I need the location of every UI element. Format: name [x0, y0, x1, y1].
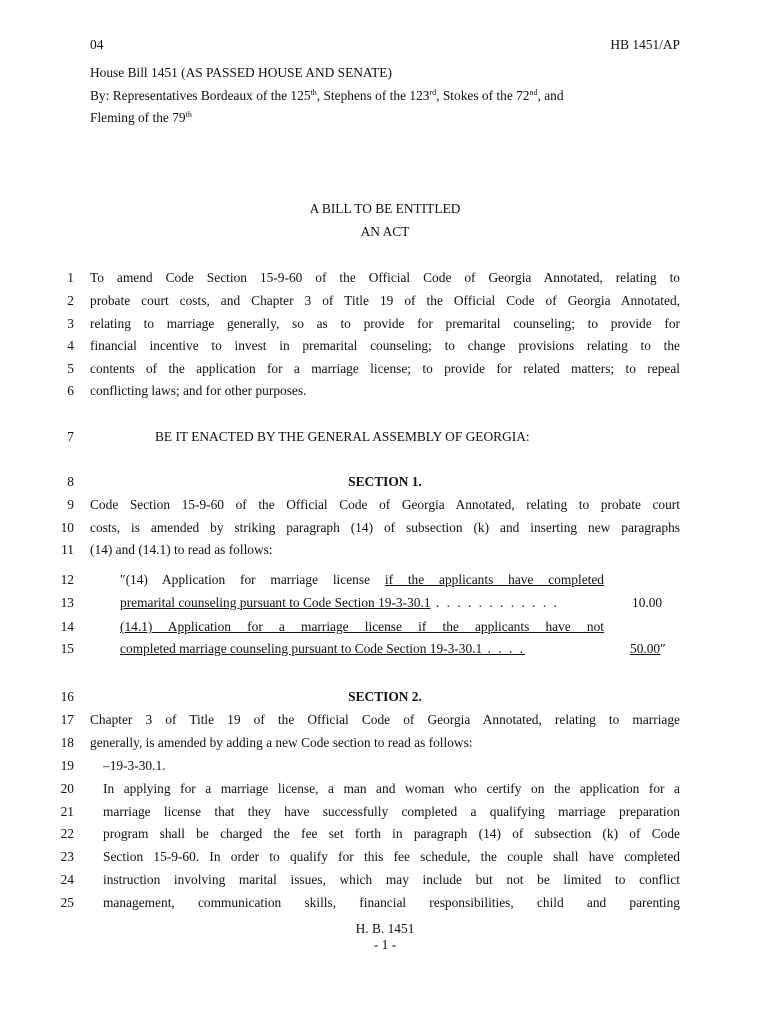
sponsors-line-1: By: Representatives Bordeaux of the 125th, Stephens of the 123rd, Stokes of the 72nd, and [90, 88, 564, 103]
line-number: 10 [60, 520, 74, 535]
body-line: conflicting laws; and for other purposes. [90, 383, 307, 398]
enacting-clause: BE IT ENACTED BY THE GENERAL ASSEMBLY OF GEORGIA: [155, 429, 530, 444]
fee-amount-50: 50.00″ [630, 641, 666, 656]
line-number: 23 [60, 849, 74, 864]
body-line: costs, is amended by striking paragraph (14) of subsection (k) and inserting new paragraphs [90, 520, 680, 535]
sponsors-line-2: Fleming of the 79th [90, 110, 192, 125]
fee-line-14: ″(14) Application for marriage license if the applicants have completed [120, 572, 604, 587]
line-number: 12 [60, 572, 74, 587]
line-number: 18 [60, 735, 74, 750]
line-number: 6 [67, 383, 74, 398]
body-line: probate court costs, and Chapter 3 of Title 19 of the Official Code of Georgia Annotated, [90, 293, 680, 308]
line-number: 3 [67, 316, 74, 331]
section-1-heading: SECTION 1. [348, 474, 422, 489]
line-number: 15 [60, 641, 74, 656]
bill-heading-line-2: AN ACT [360, 224, 410, 239]
line-number: 21 [60, 804, 74, 819]
line-number: 16 [60, 689, 74, 704]
line-number: 19 [60, 758, 74, 773]
body-line: instruction involving marital issues, which may include but not be limited to conflict [103, 872, 680, 887]
line-number: 4 [67, 338, 74, 353]
body-line: financial incentive to invest in premarital counseling; to change provisions relating to the [90, 338, 680, 353]
body-line: Chapter 3 of Title 19 of the Official Code of Georgia Annotated, relating to marriage [90, 712, 680, 727]
fee-line-14-1-cont: completed marriage counseling pursuant to Code Section 19-3-30.1 . . . . [120, 641, 525, 656]
header-left: 04 [90, 37, 104, 52]
line-number: 5 [67, 361, 74, 376]
line-number: 17 [60, 712, 74, 727]
line-number: 1 [67, 270, 74, 285]
bill-heading-line-1: A BILL TO BE ENTITLED [309, 201, 461, 216]
body-line: Section 15-9-60. In order to qualify for this fee schedule, the couple shall have completed [103, 849, 680, 864]
footer-page-number: - 1 - [373, 937, 397, 952]
line-number: 25 [60, 895, 74, 910]
bill-title: House Bill 1451 (AS PASSED HOUSE AND SENATE) [90, 65, 392, 80]
body-line: (14) and (14.1) to read as follows: [90, 542, 273, 557]
line-number: 9 [67, 497, 74, 512]
line-number: 22 [60, 826, 74, 841]
line-number: 2 [67, 293, 74, 308]
line-number: 8 [67, 474, 74, 489]
body-line: program shall be charged the fee set forth in paragraph (14) of subsection (k) of Code [103, 826, 680, 841]
body-line: relating to marriage generally, so as to provide for premarital counseling; to provide for [90, 316, 680, 331]
line-number: 11 [61, 542, 74, 557]
line-number: 13 [60, 595, 74, 610]
line-number: 20 [60, 781, 74, 796]
fee-line-14-1: (14.1) Application for a marriage license if the applicants have not [120, 619, 604, 634]
fee-line-14-cont: premarital counseling pursuant to Code Section 19-3-30.1 . . . . . . . . . . . . [120, 595, 559, 610]
footer-bill-number: H. B. 1451 [355, 921, 415, 936]
body-line: management, communication skills, financial responsibilities, child and parenting [103, 895, 680, 910]
fee-amount-10: 10.00 [632, 595, 663, 610]
body-line: marriage license that they have successfully completed a qualifying marriage preparation [103, 804, 680, 819]
code-section-number: –19-3-30.1. [103, 758, 166, 773]
line-number: 14 [60, 619, 74, 634]
body-line: To amend Code Section 15-9-60 of the Official Code of Georgia Annotated, relating to [90, 270, 680, 285]
body-line: Code Section 15-9-60 of the Official Code of Georgia Annotated, relating to probate court [90, 497, 680, 512]
body-line: generally, is amended by adding a new Code section to read as follows: [90, 735, 473, 750]
line-number: 7 [67, 429, 74, 444]
body-line: contents of the application for a marriage license; to provide for related matters; to repeal [90, 361, 680, 376]
body-line: In applying for a marriage license, a man and woman who certify on the application for a [103, 781, 680, 796]
line-number: 24 [60, 872, 74, 887]
section-2-heading: SECTION 2. [348, 689, 422, 704]
header-right: HB 1451/AP [610, 37, 680, 52]
